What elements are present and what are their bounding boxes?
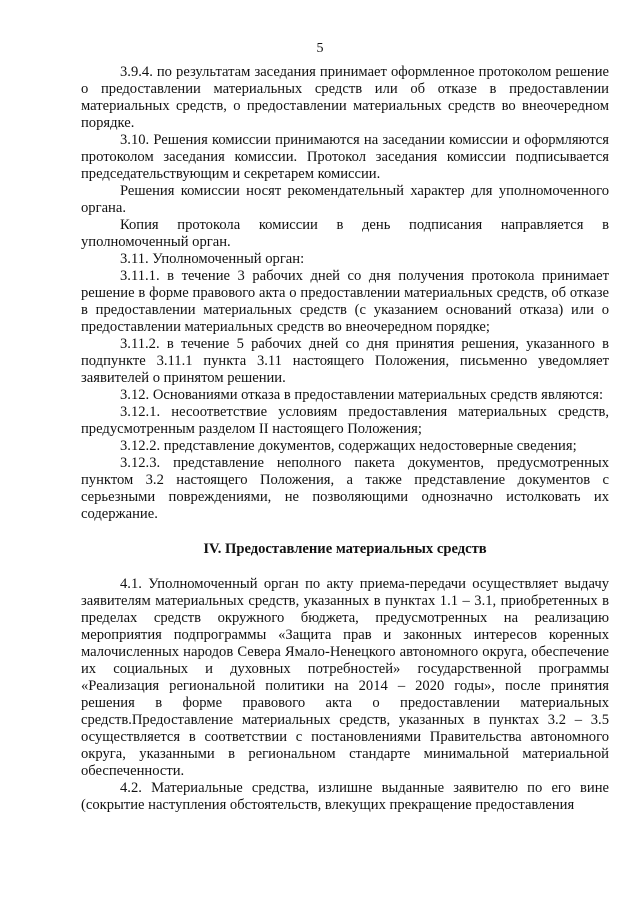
paragraph-4-1: 4.1. Уполномоченный орган по акту приема-передачи осуществляет выдачу заявителям материальных средств, указанных в пунктах 1.1 – 3.1, приобретенных в пределах средств окружного бюджета, предусмотренных на реализацию мероприятия подпрограммы «Защита прав и законных интересов коренных малочисленных народов Севера Ямало-Ненецкого автономного округа, обеспечение их социальных и духовных потребностей» государственной программы «Реализация региональной политики на 2014 – 2020 годы», после принятия решения в форме правового акта о предоставлении материальных средств.Предоставление материальных средств, указанных в пунктах 3.2 – 3.5 осуществляется в соответствии с постановлениями Правительства автономного округа, указанными в региональном стандарте минимальной материальной обеспеченности. <box>81 576 609 779</box>
paragraph-3-11: 3.11. Уполномоченный орган: <box>120 251 305 267</box>
page-content <box>81 64 609 814</box>
paragraph-3-12-2: 3.12.2. представление документов, содержащих недостоверные сведения; <box>120 438 577 454</box>
paragraph-protocol-copy: Копия протокола комиссии в день подписания направляется в уполномоченный орган. <box>81 217 609 250</box>
section-heading: IV. Предоставление материальных средств <box>203 541 487 557</box>
paragraph-3-11-2: 3.11.2. в течение 5 рабочих дней со дня принятия решения, указанного в подпункте 3.11.1 пункта 3.11 настоящего Положения, письменно уведомляет заявителей о принятом решении. <box>81 336 609 386</box>
paragraph-3-9-4: 3.9.4. по результатам заседания принимает оформленное протоколом решение о предоставлении материальных средств или об отказе в предоставлении материальных средств, о предоставлении материальных средств во внеочередном порядке. <box>81 64 609 131</box>
paragraph-3-12-1: 3.12.1. несоответствие условиям предоставления материальных средств, предусмотренным разделом II настоящего Положения; <box>81 404 609 437</box>
paragraph-3-12: 3.12. Основаниями отказа в предоставлении материальных средств являются: <box>120 387 604 403</box>
paragraph-3-10: 3.10. Решения комиссии принимаются на заседании комиссии и оформляются протоколом заседания комиссии. Протокол заседания комиссии подписывается председательствующим и секретарем комиссии. <box>81 132 609 182</box>
paragraph-decisions-advisory: Решения комиссии носят рекомендательный характер для уполномоченного органа. <box>81 183 609 216</box>
paragraph-3-11-1: 3.11.1. в течение 3 рабочих дней со дня получения протокола принимает решение в форме правового акта о предоставлении материальных средств, об отказе в предоставлении материальных средств (с указанием оснований отказа) или о предоставлении материальных средств во внеочередном порядке; <box>81 268 609 335</box>
paragraph-3-12-3: 3.12.3. представление неполного пакета документов, предусмотренных пунктом 3.2 настоящего Положения, а также представление документов с серьезными повреждениями, не позволяющими однозначно истолковать их содержание. <box>81 455 609 522</box>
paragraph-4-2: 4.2. Материальные средства, излишне выданные заявителю по его вине (сокрытие наступления обстоятельств, влекущих прекращение предоставления <box>81 780 609 813</box>
page-number: 5 <box>316 41 324 56</box>
